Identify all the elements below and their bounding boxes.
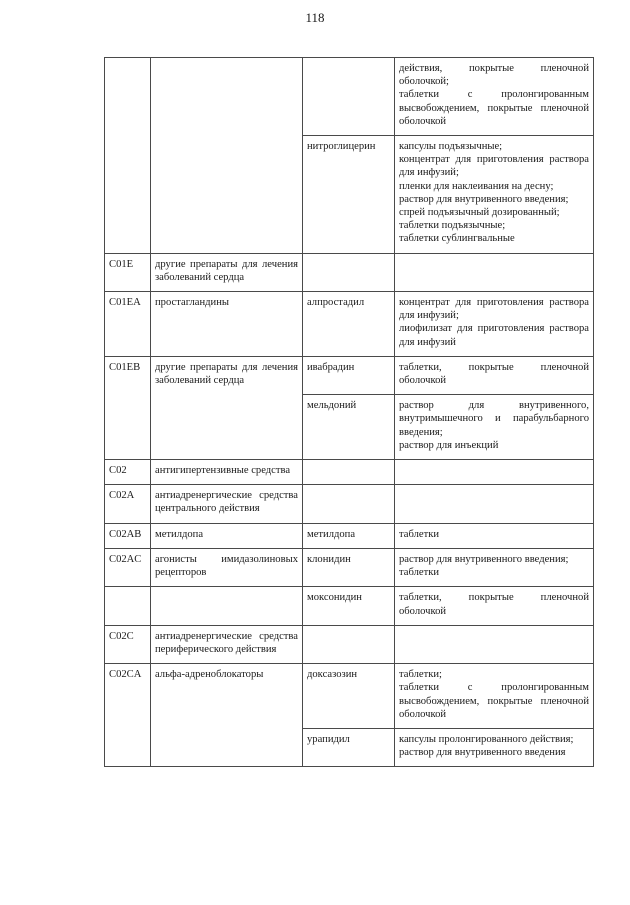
dosage-form-line: концентрат для приготовления раствора для инфузий;	[399, 154, 589, 179]
table-row	[105, 587, 594, 625]
drug-name-cell: метилдопа	[303, 523, 395, 548]
atc-code-cell: C01E	[105, 253, 151, 291]
dosage-form-line: действия, покрытые пленочной оболочкой;	[399, 63, 589, 88]
table-row	[105, 625, 594, 663]
drug-name-cell: алпростадил	[303, 292, 395, 357]
drug-group-cell: антиадренергические средства периферического действия	[151, 625, 303, 663]
dosage-form-line: таблетки подъязычные;	[399, 220, 506, 232]
atc-code-cell: C02	[105, 460, 151, 485]
dosage-form-cell	[395, 58, 594, 136]
drug-name-cell: мельдоний	[303, 395, 395, 460]
drug-name-cell	[303, 460, 395, 485]
table-row	[105, 460, 594, 485]
table-row	[105, 485, 594, 523]
drug-name-cell	[303, 58, 395, 136]
dosage-form-line: таблетки с пролонгированным высвобождением, покрытые пленочной оболочкой	[399, 682, 589, 720]
dosage-form-cell	[395, 485, 594, 523]
dosage-form-cell	[395, 356, 594, 394]
dosage-form-line: таблетки сублингвальные	[399, 233, 515, 245]
dosage-form-cell	[395, 728, 594, 766]
drug-group-cell: простагландины	[151, 292, 303, 357]
dosage-form-cell	[395, 292, 594, 357]
table-row	[105, 253, 594, 291]
dosage-form-line: концентрат для приготовления раствора для инфузий;	[399, 297, 589, 322]
dosage-form-line: таблетки с пролонгированным высвобождением, покрытые пленочной оболочкой	[399, 89, 589, 127]
table-row	[105, 548, 594, 586]
drug-group-cell: антиадренергические средства центрального действия	[151, 485, 303, 523]
atc-code-cell: C02A	[105, 485, 151, 523]
dosage-form-line: таблетки;	[399, 669, 442, 681]
dosage-form-cell	[395, 136, 594, 254]
drug-name-cell: доксазозин	[303, 664, 395, 729]
drug-name-cell	[303, 485, 395, 523]
drug-name-cell	[303, 625, 395, 663]
drug-group-cell: агонисты имидазолиновых рецепторов	[151, 548, 303, 586]
atc-code-cell	[105, 587, 151, 625]
drug-name-cell	[303, 253, 395, 291]
dosage-form-cell	[395, 548, 594, 586]
dosage-form-cell	[395, 395, 594, 460]
atc-code-cell: C02AB	[105, 523, 151, 548]
table-row	[105, 664, 594, 729]
dosage-form-line: раствор для внутривенного введения;	[399, 193, 569, 205]
dosage-form-line: спрей подъязычный дозированный;	[399, 207, 560, 219]
drug-name-cell: моксонидин	[303, 587, 395, 625]
drug-name-cell: ивабрадин	[303, 356, 395, 394]
dosage-form-line: пленки для наклеивания на десну;	[399, 180, 554, 192]
dosage-form-cell	[395, 523, 594, 548]
drug-name-cell: урапидил	[303, 728, 395, 766]
table-row	[105, 292, 594, 357]
dosage-form-line: капсулы пролонгированного действия;	[399, 733, 574, 745]
page-number: 118	[305, 10, 325, 25]
dosage-form-line: таблетки	[399, 567, 440, 579]
atc-code-cell: C01EA	[105, 292, 151, 357]
dosage-form-cell	[395, 460, 594, 485]
dosage-form-cell	[395, 664, 594, 729]
drug-group-cell	[151, 58, 303, 254]
atc-code-cell: C02C	[105, 625, 151, 663]
dosage-form-line: раствор для внутривенного введения	[399, 747, 566, 759]
atc-code-cell: C01EB	[105, 356, 151, 459]
dosage-form-cell	[395, 625, 594, 663]
atc-code-cell	[105, 58, 151, 254]
drug-name-cell: нитроглицерин	[303, 136, 395, 254]
drug-group-cell: альфа-адреноблокаторы	[151, 664, 303, 767]
dosage-form-line: таблетки, покрытые пленочной оболочкой	[399, 361, 589, 387]
atc-code-cell: C02CA	[105, 664, 151, 767]
drug-group-cell	[151, 587, 303, 625]
drug-group-cell: другие препараты для лечения заболеваний сердца	[151, 253, 303, 291]
dosage-form-line: таблетки	[399, 528, 440, 540]
drug-group-cell: антигипертензивные средства	[151, 460, 303, 485]
drug-group-cell: другие препараты для лечения заболеваний сердца	[151, 356, 303, 459]
drug-name-cell: клонидин	[303, 548, 395, 586]
atc-drug-table	[104, 57, 594, 767]
atc-code-cell: C02AC	[105, 548, 151, 586]
table-row	[105, 58, 594, 136]
table-row	[105, 523, 594, 548]
table-row	[105, 356, 594, 394]
dosage-form-cell	[395, 253, 594, 291]
dosage-form-line: раствор для внутривенного введения;	[399, 553, 569, 565]
dosage-form-line: лиофилизат для приготовления раствора для инфузий	[399, 323, 589, 348]
dosage-form-line: капсулы подъязычные;	[399, 141, 503, 153]
drug-group-cell: метилдопа	[151, 523, 303, 548]
dosage-form-line: раствор для внутривенного, внутримышечного и парабульбарного введения;	[399, 400, 589, 438]
dosage-form-line: таблетки, покрытые пленочной оболочкой	[399, 592, 589, 617]
dosage-form-cell	[395, 587, 594, 625]
dosage-form-line: раствор для инъекций	[399, 439, 499, 451]
